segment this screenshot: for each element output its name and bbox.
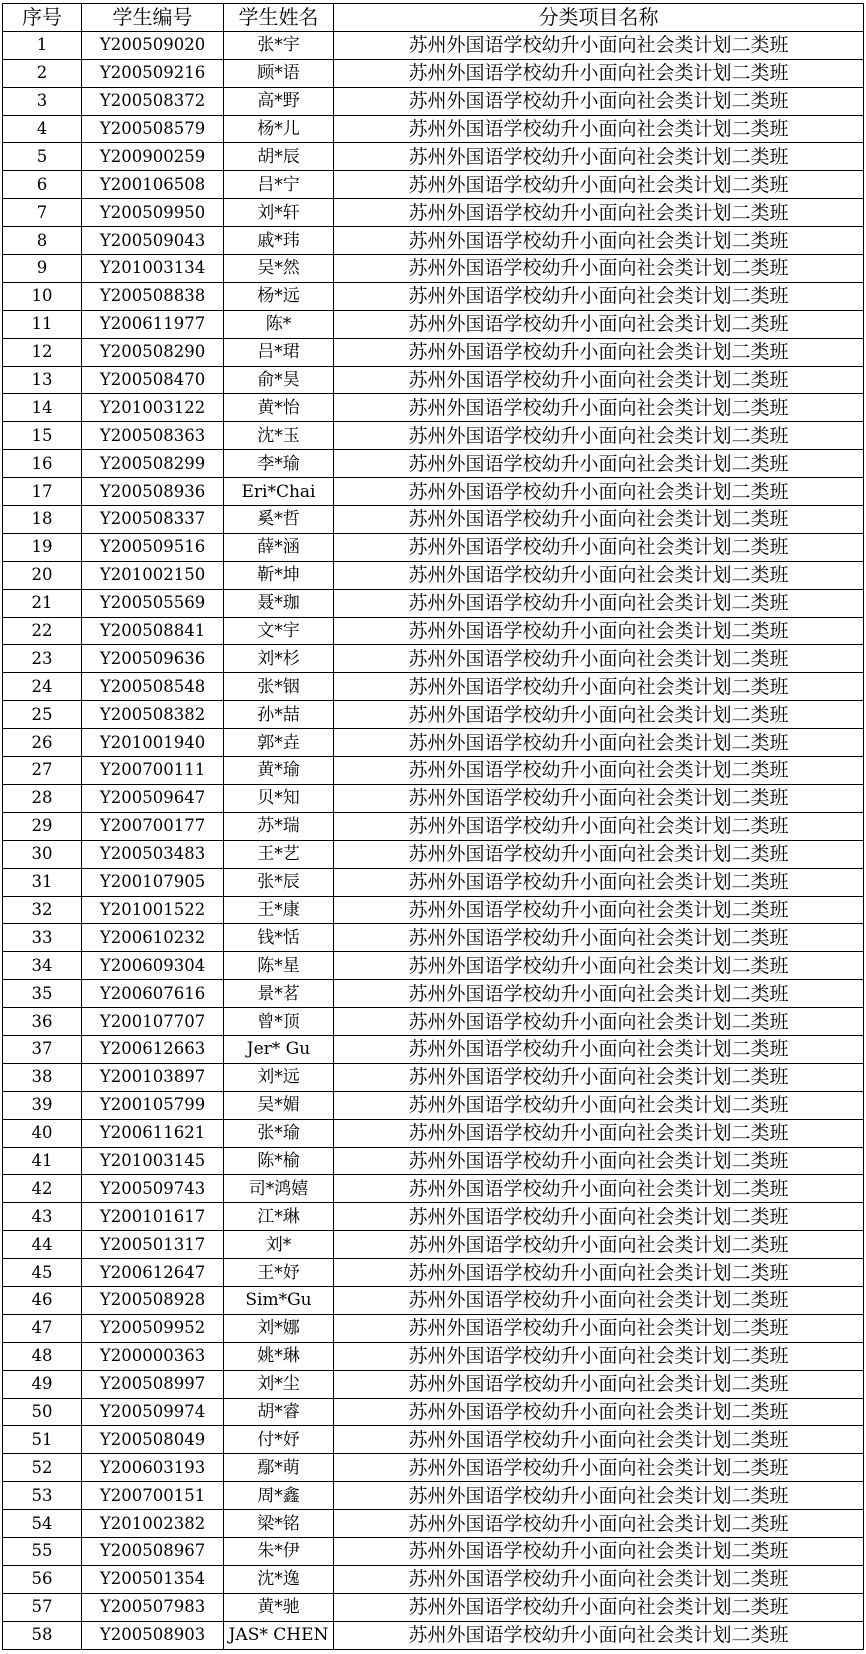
cell-project-name: 苏州外国语学校幼升小面向社会类计划二类班 bbox=[334, 840, 864, 868]
cell-index: 53 bbox=[3, 1482, 82, 1510]
table-row bbox=[3, 1035, 864, 1063]
table-row bbox=[3, 1175, 864, 1203]
cell-project-name: 苏州外国语学校幼升小面向社会类计划二类班 bbox=[334, 896, 864, 924]
table-row bbox=[3, 338, 864, 366]
cell-project-name: 苏州外国语学校幼升小面向社会类计划二类班 bbox=[334, 924, 864, 952]
cell-student-name: 吴*然 bbox=[224, 255, 334, 283]
cell-student-id: Y200700177 bbox=[82, 812, 224, 840]
table-row bbox=[3, 227, 864, 255]
cell-index: 21 bbox=[3, 589, 82, 617]
cell-index: 33 bbox=[3, 924, 82, 952]
cell-student-id: Y200508290 bbox=[82, 338, 224, 366]
cell-student-name: 刘*尘 bbox=[224, 1370, 334, 1398]
cell-student-id: Y200501317 bbox=[82, 1231, 224, 1259]
cell-index: 8 bbox=[3, 227, 82, 255]
cell-index: 10 bbox=[3, 282, 82, 310]
cell-student-id: Y200508299 bbox=[82, 450, 224, 478]
table-row bbox=[3, 701, 864, 729]
cell-project-name: 苏州外国语学校幼升小面向社会类计划二类班 bbox=[334, 1510, 864, 1538]
cell-student-name: Eri*Chai bbox=[224, 478, 334, 506]
cell-index: 3 bbox=[3, 87, 82, 115]
cell-project-name: 苏州外国语学校幼升小面向社会类计划二类班 bbox=[334, 1537, 864, 1565]
table-row bbox=[3, 115, 864, 143]
cell-project-name: 苏州外国语学校幼升小面向社会类计划二类班 bbox=[334, 1370, 864, 1398]
cell-project-name: 苏州外国语学校幼升小面向社会类计划二类班 bbox=[334, 1259, 864, 1287]
cell-student-id: Y200508372 bbox=[82, 87, 224, 115]
cell-student-name: 江*琳 bbox=[224, 1203, 334, 1231]
cell-student-name: 孙*喆 bbox=[224, 701, 334, 729]
cell-project-name: 苏州外国语学校幼升小面向社会类计划二类班 bbox=[334, 255, 864, 283]
cell-student-name: Jer* Gu bbox=[224, 1035, 334, 1063]
cell-index: 12 bbox=[3, 338, 82, 366]
cell-index: 35 bbox=[3, 980, 82, 1008]
cell-index: 2 bbox=[3, 59, 82, 87]
table-row bbox=[3, 896, 864, 924]
cell-project-name: 苏州外国语学校幼升小面向社会类计划二类班 bbox=[334, 1565, 864, 1593]
cell-student-id: Y200101617 bbox=[82, 1203, 224, 1231]
cell-student-name: 朱*伊 bbox=[224, 1537, 334, 1565]
cell-index: 49 bbox=[3, 1370, 82, 1398]
cell-student-name: 张*宇 bbox=[224, 31, 334, 59]
cell-project-name: 苏州外国语学校幼升小面向社会类计划二类班 bbox=[334, 1203, 864, 1231]
cell-student-id: Y200607616 bbox=[82, 980, 224, 1008]
cell-student-id: Y200611621 bbox=[82, 1119, 224, 1147]
cell-index: 52 bbox=[3, 1454, 82, 1482]
cell-student-id: Y200612647 bbox=[82, 1259, 224, 1287]
cell-project-name: 苏州外国语学校幼升小面向社会类计划二类班 bbox=[334, 868, 864, 896]
cell-student-name: 梁*铭 bbox=[224, 1510, 334, 1538]
cell-project-name: 苏州外国语学校幼升小面向社会类计划二类班 bbox=[334, 87, 864, 115]
cell-student-id: Y200900259 bbox=[82, 143, 224, 171]
cell-student-name: 吴*媚 bbox=[224, 1091, 334, 1119]
cell-student-name: 聂*珈 bbox=[224, 589, 334, 617]
cell-student-id: Y200106508 bbox=[82, 171, 224, 199]
cell-index: 19 bbox=[3, 533, 82, 561]
cell-index: 5 bbox=[3, 143, 82, 171]
table-row bbox=[3, 366, 864, 394]
cell-student-id: Y200700151 bbox=[82, 1482, 224, 1510]
table-row bbox=[3, 840, 864, 868]
cell-index: 55 bbox=[3, 1537, 82, 1565]
cell-project-name: 苏州外国语学校幼升小面向社会类计划二类班 bbox=[334, 422, 864, 450]
cell-project-name: 苏州外国语学校幼升小面向社会类计划二类班 bbox=[334, 1286, 864, 1314]
cell-student-id: Y200509636 bbox=[82, 645, 224, 673]
cell-project-name: 苏州外国语学校幼升小面向社会类计划二类班 bbox=[334, 115, 864, 143]
cell-index: 20 bbox=[3, 561, 82, 589]
table-row bbox=[3, 31, 864, 59]
table-row bbox=[3, 1398, 864, 1426]
table-row bbox=[3, 868, 864, 896]
cell-project-name: 苏州外国语学校幼升小面向社会类计划二类班 bbox=[334, 450, 864, 478]
cell-project-name: 苏州外国语学校幼升小面向社会类计划二类班 bbox=[334, 812, 864, 840]
cell-project-name: 苏州外国语学校幼升小面向社会类计划二类班 bbox=[334, 589, 864, 617]
cell-project-name: 苏州外国语学校幼升小面向社会类计划二类班 bbox=[334, 1147, 864, 1175]
cell-project-name: 苏州外国语学校幼升小面向社会类计划二类班 bbox=[334, 952, 864, 980]
cell-student-name: 张*辰 bbox=[224, 868, 334, 896]
cell-index: 18 bbox=[3, 506, 82, 534]
cell-student-name: 景*茗 bbox=[224, 980, 334, 1008]
cell-student-id: Y200509043 bbox=[82, 227, 224, 255]
cell-index: 29 bbox=[3, 812, 82, 840]
cell-student-id: Y200508997 bbox=[82, 1370, 224, 1398]
table-row bbox=[3, 673, 864, 701]
cell-student-name: 周*鑫 bbox=[224, 1482, 334, 1510]
cell-index: 13 bbox=[3, 366, 82, 394]
cell-project-name: 苏州外国语学校幼升小面向社会类计划二类班 bbox=[334, 478, 864, 506]
cell-index: 44 bbox=[3, 1231, 82, 1259]
cell-student-id: Y201001522 bbox=[82, 896, 224, 924]
cell-index: 40 bbox=[3, 1119, 82, 1147]
table-row bbox=[3, 952, 864, 980]
cell-index: 6 bbox=[3, 171, 82, 199]
cell-index: 57 bbox=[3, 1593, 82, 1621]
table-body bbox=[3, 31, 864, 1649]
header-student-name: 学生姓名 bbox=[224, 4, 334, 32]
cell-student-name: 胡*辰 bbox=[224, 143, 334, 171]
cell-student-name: 刘*远 bbox=[224, 1063, 334, 1091]
cell-student-name: 陈*星 bbox=[224, 952, 334, 980]
cell-project-name: 苏州外国语学校幼升小面向社会类计划二类班 bbox=[334, 1621, 864, 1649]
cell-project-name: 苏州外国语学校幼升小面向社会类计划二类班 bbox=[334, 1091, 864, 1119]
cell-student-id: Y200508841 bbox=[82, 617, 224, 645]
cell-student-name: 陈* bbox=[224, 310, 334, 338]
cell-student-id: Y201003145 bbox=[82, 1147, 224, 1175]
cell-student-id: Y200700111 bbox=[82, 757, 224, 785]
cell-student-name: 戚*玮 bbox=[224, 227, 334, 255]
cell-student-id: Y200107905 bbox=[82, 868, 224, 896]
cell-project-name: 苏州外国语学校幼升小面向社会类计划二类班 bbox=[334, 1398, 864, 1426]
cell-student-id: Y200509516 bbox=[82, 533, 224, 561]
table-row bbox=[3, 1008, 864, 1036]
cell-index: 9 bbox=[3, 255, 82, 283]
cell-student-name: 姚*琳 bbox=[224, 1342, 334, 1370]
cell-student-id: Y200611977 bbox=[82, 310, 224, 338]
cell-student-id: Y200508049 bbox=[82, 1426, 224, 1454]
table-row bbox=[3, 478, 864, 506]
cell-student-id: Y200507983 bbox=[82, 1593, 224, 1621]
cell-student-name: 俞*昊 bbox=[224, 366, 334, 394]
table-row bbox=[3, 1454, 864, 1482]
table-row bbox=[3, 171, 864, 199]
cell-index: 43 bbox=[3, 1203, 82, 1231]
cell-project-name: 苏州外国语学校幼升小面向社会类计划二类班 bbox=[334, 980, 864, 1008]
cell-student-name: 靳*坤 bbox=[224, 561, 334, 589]
cell-student-id: Y200000363 bbox=[82, 1342, 224, 1370]
cell-student-name: 钱*恬 bbox=[224, 924, 334, 952]
cell-index: 47 bbox=[3, 1314, 82, 1342]
cell-project-name: 苏州外国语学校幼升小面向社会类计划二类班 bbox=[334, 1342, 864, 1370]
cell-student-name: 陈*榆 bbox=[224, 1147, 334, 1175]
cell-student-name: 杨*远 bbox=[224, 282, 334, 310]
cell-index: 54 bbox=[3, 1510, 82, 1538]
cell-student-name: 刘*娜 bbox=[224, 1314, 334, 1342]
table-row bbox=[3, 589, 864, 617]
cell-index: 1 bbox=[3, 31, 82, 59]
cell-student-id: Y200509743 bbox=[82, 1175, 224, 1203]
cell-student-name: 文*宇 bbox=[224, 617, 334, 645]
cell-student-id: Y201002382 bbox=[82, 1510, 224, 1538]
cell-project-name: 苏州外国语学校幼升小面向社会类计划二类班 bbox=[334, 338, 864, 366]
cell-index: 25 bbox=[3, 701, 82, 729]
cell-project-name: 苏州外国语学校幼升小面向社会类计划二类班 bbox=[334, 1008, 864, 1036]
header-project-name: 分类项目名称 bbox=[334, 4, 864, 32]
cell-student-id: Y201003134 bbox=[82, 255, 224, 283]
table-row bbox=[3, 255, 864, 283]
cell-index: 58 bbox=[3, 1621, 82, 1649]
table-row bbox=[3, 784, 864, 812]
cell-student-id: Y200509952 bbox=[82, 1314, 224, 1342]
cell-index: 17 bbox=[3, 478, 82, 506]
cell-student-name: 吕*珺 bbox=[224, 338, 334, 366]
cell-student-id: Y200612663 bbox=[82, 1035, 224, 1063]
cell-student-id: Y200107707 bbox=[82, 1008, 224, 1036]
cell-student-name: 曾*顶 bbox=[224, 1008, 334, 1036]
cell-index: 14 bbox=[3, 394, 82, 422]
cell-student-id: Y200508967 bbox=[82, 1537, 224, 1565]
cell-student-name: 沈*玉 bbox=[224, 422, 334, 450]
table-header-row bbox=[3, 4, 864, 32]
cell-index: 16 bbox=[3, 450, 82, 478]
cell-student-id: Y200508470 bbox=[82, 366, 224, 394]
table-row bbox=[3, 310, 864, 338]
table-row bbox=[3, 1510, 864, 1538]
table-row bbox=[3, 450, 864, 478]
cell-student-name: 薛*涵 bbox=[224, 533, 334, 561]
cell-index: 31 bbox=[3, 868, 82, 896]
cell-student-id: Y200509216 bbox=[82, 59, 224, 87]
cell-project-name: 苏州外国语学校幼升小面向社会类计划二类班 bbox=[334, 171, 864, 199]
cell-student-id: Y200508936 bbox=[82, 478, 224, 506]
table-row bbox=[3, 1593, 864, 1621]
cell-index: 41 bbox=[3, 1147, 82, 1175]
cell-index: 22 bbox=[3, 617, 82, 645]
cell-student-id: Y200105799 bbox=[82, 1091, 224, 1119]
cell-index: 11 bbox=[3, 310, 82, 338]
table-row bbox=[3, 1342, 864, 1370]
cell-student-name: 黄*怡 bbox=[224, 394, 334, 422]
cell-student-name: 张*铟 bbox=[224, 673, 334, 701]
table-row bbox=[3, 59, 864, 87]
table-row bbox=[3, 1426, 864, 1454]
cell-student-id: Y201002150 bbox=[82, 561, 224, 589]
table-row bbox=[3, 924, 864, 952]
table-row bbox=[3, 757, 864, 785]
table-row bbox=[3, 1565, 864, 1593]
cell-student-name: Sim*Gu bbox=[224, 1286, 334, 1314]
cell-student-name: JAS* CHEN bbox=[224, 1621, 334, 1649]
cell-student-id: Y200508548 bbox=[82, 673, 224, 701]
table-row bbox=[3, 394, 864, 422]
header-student-id: 学生编号 bbox=[82, 4, 224, 32]
cell-project-name: 苏州外国语学校幼升小面向社会类计划二类班 bbox=[334, 143, 864, 171]
table-row bbox=[3, 812, 864, 840]
table-row bbox=[3, 617, 864, 645]
header-index: 序号 bbox=[3, 4, 82, 32]
cell-index: 51 bbox=[3, 1426, 82, 1454]
table-row bbox=[3, 1119, 864, 1147]
table-row bbox=[3, 422, 864, 450]
cell-student-name: 沈*逸 bbox=[224, 1565, 334, 1593]
cell-student-id: Y200509950 bbox=[82, 199, 224, 227]
cell-student-name: 李*瑜 bbox=[224, 450, 334, 478]
cell-project-name: 苏州外国语学校幼升小面向社会类计划二类班 bbox=[334, 701, 864, 729]
cell-index: 34 bbox=[3, 952, 82, 980]
cell-index: 7 bbox=[3, 199, 82, 227]
cell-project-name: 苏州外国语学校幼升小面向社会类计划二类班 bbox=[334, 282, 864, 310]
cell-project-name: 苏州外国语学校幼升小面向社会类计划二类班 bbox=[334, 533, 864, 561]
table-row bbox=[3, 282, 864, 310]
cell-project-name: 苏州外国语学校幼升小面向社会类计划二类班 bbox=[334, 757, 864, 785]
cell-student-name: 郭*垚 bbox=[224, 729, 334, 757]
cell-student-name: 奚*哲 bbox=[224, 506, 334, 534]
table-row bbox=[3, 729, 864, 757]
cell-index: 26 bbox=[3, 729, 82, 757]
cell-student-name: 黄*瑜 bbox=[224, 757, 334, 785]
table-row bbox=[3, 1147, 864, 1175]
cell-student-id: Y200509647 bbox=[82, 784, 224, 812]
table-row bbox=[3, 1370, 864, 1398]
cell-project-name: 苏州外国语学校幼升小面向社会类计划二类班 bbox=[334, 310, 864, 338]
table-row bbox=[3, 1314, 864, 1342]
cell-student-id: Y200503483 bbox=[82, 840, 224, 868]
table-row bbox=[3, 1482, 864, 1510]
cell-index: 50 bbox=[3, 1398, 82, 1426]
cell-student-id: Y200508903 bbox=[82, 1621, 224, 1649]
table-row bbox=[3, 980, 864, 1008]
cell-project-name: 苏州外国语学校幼升小面向社会类计划二类班 bbox=[334, 561, 864, 589]
table-row bbox=[3, 506, 864, 534]
cell-project-name: 苏州外国语学校幼升小面向社会类计划二类班 bbox=[334, 673, 864, 701]
table-row bbox=[3, 199, 864, 227]
cell-student-id: Y200603193 bbox=[82, 1454, 224, 1482]
table-row bbox=[3, 1231, 864, 1259]
table-row bbox=[3, 1286, 864, 1314]
cell-student-id: Y200610232 bbox=[82, 924, 224, 952]
cell-project-name: 苏州外国语学校幼升小面向社会类计划二类班 bbox=[334, 394, 864, 422]
cell-project-name: 苏州外国语学校幼升小面向社会类计划二类班 bbox=[334, 1314, 864, 1342]
cell-student-id: Y200508337 bbox=[82, 506, 224, 534]
cell-student-name: 王*妤 bbox=[224, 1259, 334, 1287]
cell-index: 45 bbox=[3, 1259, 82, 1287]
table-row bbox=[3, 561, 864, 589]
cell-index: 24 bbox=[3, 673, 82, 701]
cell-student-name: 贝*知 bbox=[224, 784, 334, 812]
cell-project-name: 苏州外国语学校幼升小面向社会类计划二类班 bbox=[334, 506, 864, 534]
cell-index: 39 bbox=[3, 1091, 82, 1119]
cell-student-name: 鄢*萌 bbox=[224, 1454, 334, 1482]
cell-index: 37 bbox=[3, 1035, 82, 1063]
cell-student-name: 顾*语 bbox=[224, 59, 334, 87]
cell-student-id: Y201001940 bbox=[82, 729, 224, 757]
cell-student-name: 司*鸿嬉 bbox=[224, 1175, 334, 1203]
cell-project-name: 苏州外国语学校幼升小面向社会类计划二类班 bbox=[334, 59, 864, 87]
cell-student-id: Y200508928 bbox=[82, 1286, 224, 1314]
cell-index: 38 bbox=[3, 1063, 82, 1091]
cell-index: 48 bbox=[3, 1342, 82, 1370]
cell-student-name: 王*艺 bbox=[224, 840, 334, 868]
cell-student-id: Y200509020 bbox=[82, 31, 224, 59]
cell-index: 23 bbox=[3, 645, 82, 673]
table-row bbox=[3, 87, 864, 115]
cell-project-name: 苏州外国语学校幼升小面向社会类计划二类班 bbox=[334, 227, 864, 255]
cell-index: 4 bbox=[3, 115, 82, 143]
table-row bbox=[3, 533, 864, 561]
cell-student-id: Y201003122 bbox=[82, 394, 224, 422]
cell-student-name: 刘*杉 bbox=[224, 645, 334, 673]
cell-student-name: 高*野 bbox=[224, 87, 334, 115]
cell-student-id: Y200609304 bbox=[82, 952, 224, 980]
cell-index: 28 bbox=[3, 784, 82, 812]
cell-project-name: 苏州外国语学校幼升小面向社会类计划二类班 bbox=[334, 1426, 864, 1454]
cell-index: 36 bbox=[3, 1008, 82, 1036]
cell-project-name: 苏州外国语学校幼升小面向社会类计划二类班 bbox=[334, 199, 864, 227]
cell-index: 15 bbox=[3, 422, 82, 450]
cell-index: 30 bbox=[3, 840, 82, 868]
cell-project-name: 苏州外国语学校幼升小面向社会类计划二类班 bbox=[334, 645, 864, 673]
cell-student-name: 张*瑜 bbox=[224, 1119, 334, 1147]
cell-project-name: 苏州外国语学校幼升小面向社会类计划二类班 bbox=[334, 617, 864, 645]
cell-project-name: 苏州外国语学校幼升小面向社会类计划二类班 bbox=[334, 729, 864, 757]
cell-student-name: 苏*瑞 bbox=[224, 812, 334, 840]
cell-student-name: 刘* bbox=[224, 1231, 334, 1259]
cell-index: 46 bbox=[3, 1286, 82, 1314]
cell-project-name: 苏州外国语学校幼升小面向社会类计划二类班 bbox=[334, 1482, 864, 1510]
cell-index: 56 bbox=[3, 1565, 82, 1593]
cell-student-name: 杨*儿 bbox=[224, 115, 334, 143]
table-row bbox=[3, 1621, 864, 1649]
cell-project-name: 苏州外国语学校幼升小面向社会类计划二类班 bbox=[334, 31, 864, 59]
cell-student-name: 付*妤 bbox=[224, 1426, 334, 1454]
table-row bbox=[3, 645, 864, 673]
table-row bbox=[3, 1063, 864, 1091]
cell-project-name: 苏州外国语学校幼升小面向社会类计划二类班 bbox=[334, 1063, 864, 1091]
cell-index: 32 bbox=[3, 896, 82, 924]
cell-student-name: 胡*睿 bbox=[224, 1398, 334, 1426]
cell-student-name: 黄*驰 bbox=[224, 1593, 334, 1621]
cell-student-id: Y200508363 bbox=[82, 422, 224, 450]
student-list-table bbox=[2, 3, 864, 1650]
cell-student-id: Y200508579 bbox=[82, 115, 224, 143]
cell-project-name: 苏州外国语学校幼升小面向社会类计划二类班 bbox=[334, 1175, 864, 1203]
table-row bbox=[3, 1203, 864, 1231]
cell-student-id: Y200508838 bbox=[82, 282, 224, 310]
cell-project-name: 苏州外国语学校幼升小面向社会类计划二类班 bbox=[334, 1454, 864, 1482]
cell-project-name: 苏州外国语学校幼升小面向社会类计划二类班 bbox=[334, 784, 864, 812]
cell-index: 27 bbox=[3, 757, 82, 785]
cell-project-name: 苏州外国语学校幼升小面向社会类计划二类班 bbox=[334, 1035, 864, 1063]
cell-student-id: Y200509974 bbox=[82, 1398, 224, 1426]
cell-project-name: 苏州外国语学校幼升小面向社会类计划二类班 bbox=[334, 1231, 864, 1259]
cell-student-id: Y200505569 bbox=[82, 589, 224, 617]
table-row bbox=[3, 1537, 864, 1565]
table-row bbox=[3, 143, 864, 171]
cell-student-id: Y200508382 bbox=[82, 701, 224, 729]
table-row bbox=[3, 1091, 864, 1119]
cell-student-name: 刘*轩 bbox=[224, 199, 334, 227]
cell-index: 42 bbox=[3, 1175, 82, 1203]
cell-student-name: 吕*宁 bbox=[224, 171, 334, 199]
table-row bbox=[3, 1259, 864, 1287]
cell-project-name: 苏州外国语学校幼升小面向社会类计划二类班 bbox=[334, 366, 864, 394]
cell-student-name: 王*康 bbox=[224, 896, 334, 924]
cell-project-name: 苏州外国语学校幼升小面向社会类计划二类班 bbox=[334, 1119, 864, 1147]
cell-project-name: 苏州外国语学校幼升小面向社会类计划二类班 bbox=[334, 1593, 864, 1621]
cell-student-id: Y200103897 bbox=[82, 1063, 224, 1091]
cell-student-id: Y200501354 bbox=[82, 1565, 224, 1593]
